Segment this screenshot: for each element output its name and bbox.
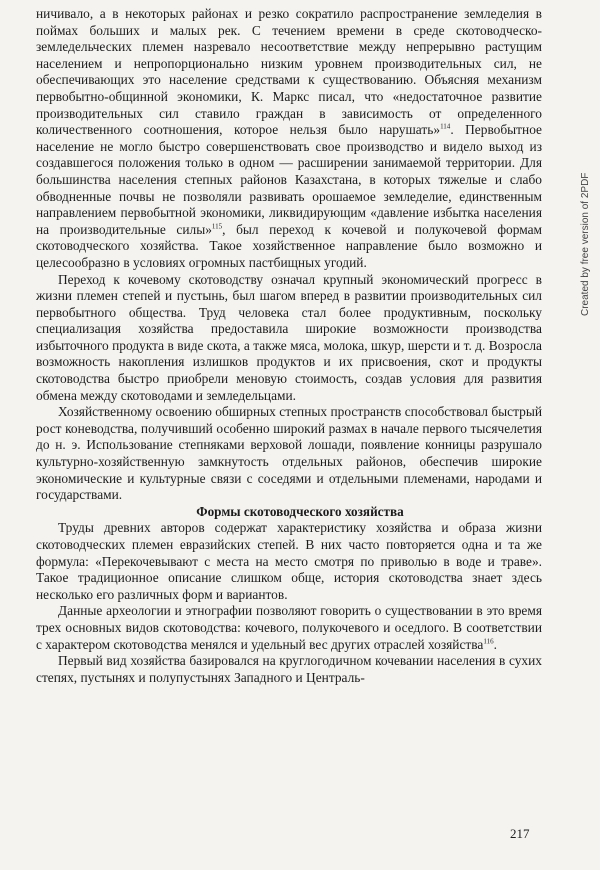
paragraph-3: Хозяйственному освоению обширных степных пространств способствовал быстрый рост коневодства, получивший особенно широкий размах в начале первого тысячелетия до н. э. Использование степняками верховой лошади, появление конницы разрушало культурно-хозяйственную замкнутость отдельных районов, обеспечив широкие экономические и культурные связи с соседями и отдельными племенами, народами и государствами.: [36, 404, 542, 503]
paragraph-1: ничивало, а в некоторых районах и резко сократило распространение земледелия в поймах больших и малых рек. С течением времени в среде скотоводческо-земледельческих племен назревало несоответствие между непрерывно растущим населением и непропорционально низким уровнем производительных сил, не обеспечивающих это население средствами к существованию. Объясняя механизм первобытно-общинной экономики, К. Маркс писал, что «недостаточное развитие производительных сил ставило граждан в зависимость от определенного количественного соотношения, которое нельзя было нарушать»$^{114}$. Первобытное население не могло быстро совершенствовать свое производство и видело выход из создавшегося положения только в одном — расширении занимаемой территории. Для большинства населения степных районов Казахстана, в которых тяжелые и слабо обводненные почвы не позволяли развивать орошаемое земледелие, единственным направлением первобытной экономики, ликвидирующим «давление избытка населения на производительные силы»$^{115}$, был переход к кочевой и полукочевой формам скотоводческого хозяйства. Такое хозяйственное направление было возможно и целесообразно в условиях огромных пастбищных угодий.: [36, 6, 543, 270]
document-page: [36, 6, 542, 686]
section-heading: Формы скотоводческого хозяйства: [196, 503, 404, 519]
paragraph-5: Данные археологии и этнографии позволяют говорить о существовании в это время трех основных видов скотоводства: кочевого, полукочевого и оседлого. В соответствии с характером скотоводства менялся и удельный вес других отраслей хозяйства$^{116}$.: [36, 603, 542, 652]
paragraph-6: Первый вид хозяйства базировался на круглогодичном кочевании населения в сухих степях, пустынях и полупустынях Западного и Централь-: [36, 653, 542, 685]
watermark-text: Created by free version of 2PDF: [580, 172, 591, 316]
paragraph-4: Труды древних авторов содержат характеристику хозяйства и образа жизни скотоводческих племен евразийских степей. В них часто повторяется одна и та же формула: «Перекочевывают с места на место смотря по приволью в воде и траве». Такое традиционное описание слишком обще, история скотоводства знает здесь несколько его различных форм и вариантов.: [36, 520, 542, 602]
paragraph-2: Переход к кочевому скотоводству означал крупный экономический прогресс в жизни племен степей и пустынь, был шагом вперед в развитии производительных сил первобытного общества. Труд человека стал более продуктивным, поскольку специализация хозяйства предоставила широкие возможности производства избыточного продукта в виде скота, а также мяса, молока, шкур, шерсти и т. д. Возросла возможность накопления излишков продуктов и их присвоения, скот и продукты скотоводства быстро приобрели меновую стоимость, создав условия для развития обмена между скотоводами и земледельцами.: [36, 271, 542, 403]
page-number: 217: [510, 826, 530, 841]
footnote-ref-115[interactable]: 115: [211, 222, 223, 231]
footnote-ref-116[interactable]: 116: [483, 637, 494, 646]
footnote-ref-114[interactable]: 114: [440, 122, 451, 131]
